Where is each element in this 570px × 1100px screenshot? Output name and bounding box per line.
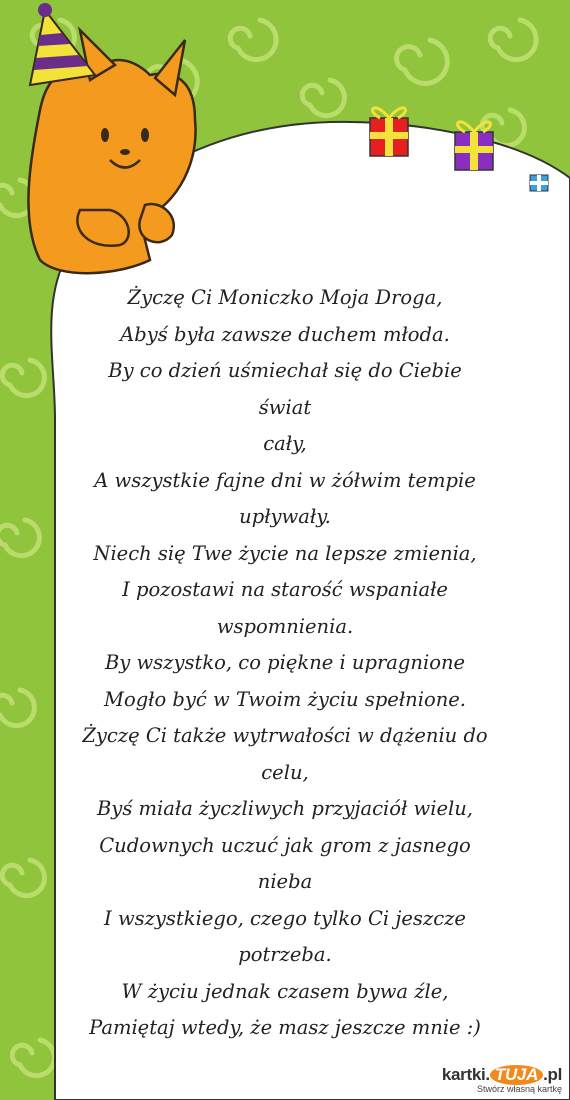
poem-line: potrzeba. <box>238 943 332 966</box>
poem-line: Życzę Ci Moniczko Moja Droga, <box>127 286 443 309</box>
poem-line: upływały. <box>239 505 331 528</box>
poem-line: W życiu jednak czasem bywa źle, <box>121 979 449 1003</box>
poem-line: Niech się Twe życie na lepsze zmienia, <box>93 541 477 565</box>
poem-text <box>80 280 490 1047</box>
poem-line: I wszystkiego, czego tylko Ci jeszcze <box>104 906 466 930</box>
poem-line: Życzę Ci także wytrwałości w dążeniu do <box>82 724 488 747</box>
poem-line: By co dzień uśmiechał się do Ciebie świat <box>108 359 462 419</box>
poem-line: By wszystko, co piękne i upragnione <box>104 651 466 674</box>
poem-line: I pozostawi na starość wspaniałe <box>122 578 448 601</box>
gift-icon <box>530 175 548 191</box>
poem-line: cały, <box>263 432 307 455</box>
poem-line: Pamiętaj wtedy, że masz jeszcze mnie :) <box>89 1016 481 1039</box>
poem-line: Mogło być w Twoim życiu spełnione. <box>103 687 467 711</box>
logo-brand: kartki. TUJA .pl <box>441 1065 562 1084</box>
poem-line: wspomnienia. <box>216 614 354 638</box>
poem-line: Cudownych uczuć jak grom z jasnego <box>99 833 471 857</box>
poem-line: nieba <box>257 870 313 893</box>
poem-line: celu, <box>261 760 309 784</box>
poem-line: A wszystkie fajne dni w żółwim tempie <box>94 468 476 492</box>
kartki-tuja-logo[interactable] <box>442 1065 562 1094</box>
poem-line: Byś miała życzliwych przyjaciół wielu, <box>96 797 474 820</box>
logo-tagline: Stwórz własną kartkę <box>476 1084 562 1094</box>
poem-line: Abyś była zawsze duchem młoda. <box>120 322 450 346</box>
